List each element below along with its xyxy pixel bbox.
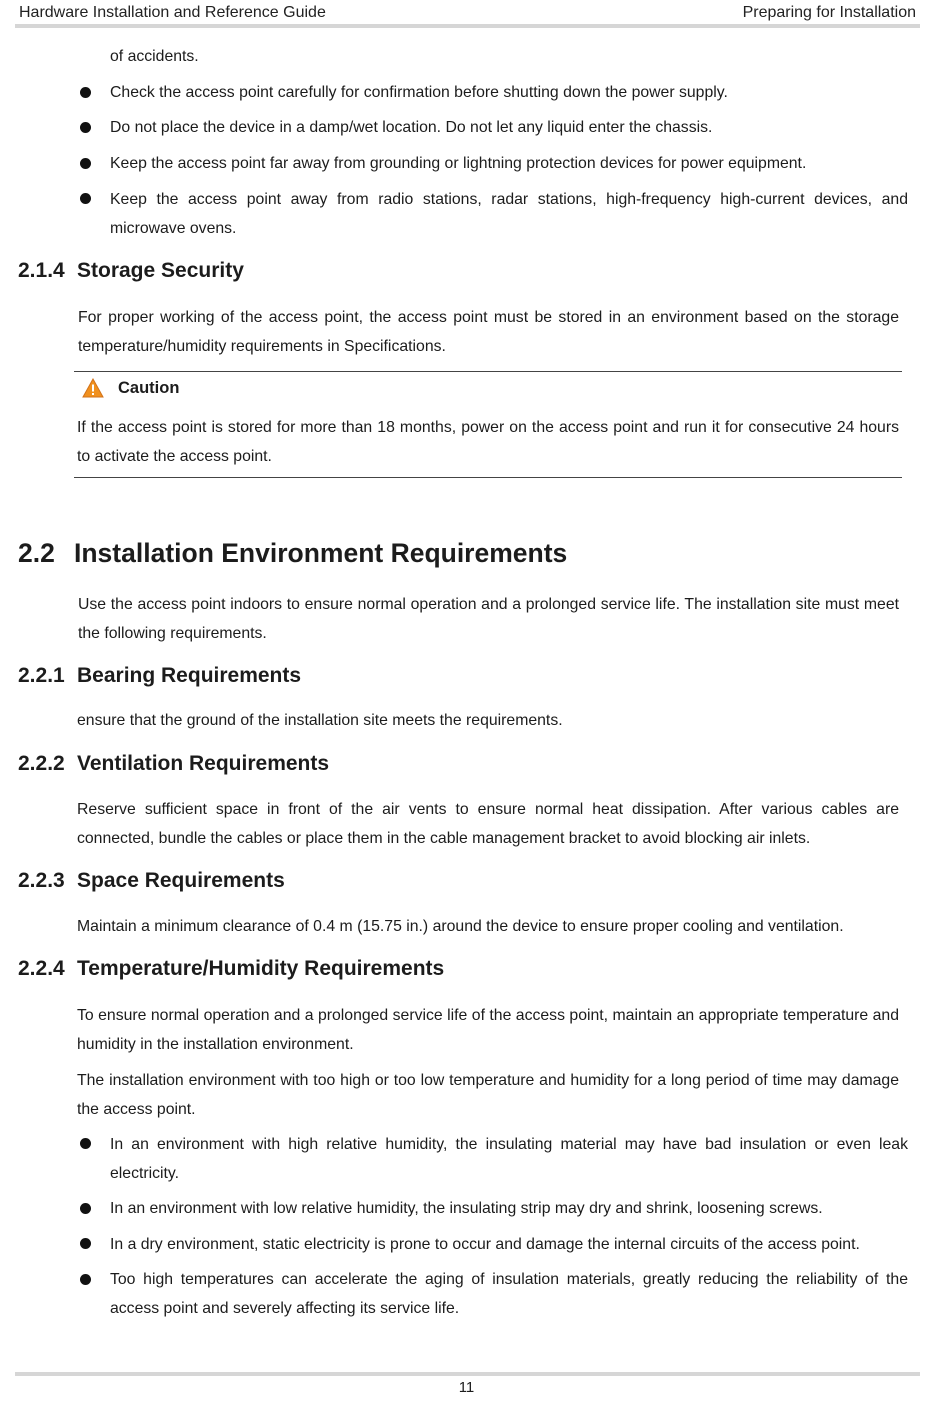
bullet-marker	[80, 1238, 91, 1249]
body-paragraph: To ensure normal operation and a prolonged service life of the access point, maintain an appropriate temperature and humidity in the installation environment.	[77, 1007, 899, 1053]
section-title: Temperature/Humidity Requirements	[77, 957, 445, 980]
header-chapter-title: Preparing for Installation	[742, 4, 916, 21]
page-header	[15, 0, 920, 24]
list-item: Keep the access point far away from grounding or lightning protection devices for power equipment.	[110, 155, 807, 172]
caution-bottom-rule	[74, 477, 902, 478]
header-doc-title: Hardware Installation and Reference Guide	[19, 4, 326, 21]
list-item: Check the access point carefully for confirmation before shutting down the power supply.	[110, 84, 728, 101]
list-item: Do not place the device in a damp/wet location. Do not let any liquid enter the chassis.	[110, 119, 713, 136]
list-item: In an environment with low relative humidity, the insulating strip may dry and shrink, loosening screws.	[110, 1200, 823, 1217]
section-number: 2.2	[18, 538, 55, 568]
caution-text: If the access point is stored for more than 18 months, power on the access point and run it for consecutive 24 hours to activate the access point.	[77, 419, 899, 465]
section-heading-2-2-3	[18, 867, 285, 895]
bullet-marker	[80, 1274, 91, 1285]
section-number: 2.1.4	[18, 259, 65, 282]
section-title: Storage Security	[77, 259, 244, 282]
body-paragraph: The installation environment with too high or too low temperature and humidity for a long period of time may damage the access point.	[77, 1072, 899, 1118]
warning-icon	[82, 378, 104, 398]
section-heading-2-2	[18, 536, 567, 570]
list-item: In an environment with high relative humidity, the insulating material may have bad insulation or even leak electricity.	[110, 1136, 908, 1182]
caution-top-rule	[74, 371, 902, 372]
body-paragraph: Reserve sufficient space in front of the air vents to ensure normal heat dissipation. After various cables are connected, bundle the cables or place them in the cable management bracket to avoid blocking air inlets.	[77, 801, 899, 847]
bullet-marker	[80, 122, 91, 133]
bullet-marker	[80, 193, 91, 204]
header-rule	[15, 24, 920, 28]
section-number: 2.2.1	[18, 664, 65, 687]
list-item: Too high temperatures can accelerate the aging of insulation materials, greatly reducing the reliability of the access point and severely affecting its service life.	[110, 1271, 908, 1317]
section-heading-2-2-1	[18, 662, 301, 690]
section-heading-2-1-4	[18, 257, 244, 285]
body-paragraph: ensure that the ground of the installation site meets the requirements.	[77, 712, 563, 729]
list-item: Keep the access point away from radio stations, radar stations, high-frequency high-current devices, and microwave ovens.	[110, 191, 908, 237]
section-number: 2.2.2	[18, 752, 65, 775]
body-paragraph: For proper working of the access point, the access point must be stored in an environment based on the storage temperature/humidity requirements in Specifications.	[78, 309, 899, 355]
bullet-marker	[80, 87, 91, 98]
section-heading-2-2-2	[18, 750, 329, 778]
page-number: 11	[458, 1379, 475, 1396]
body-paragraph: Use the access point indoors to ensure normal operation and a prolonged service life. The installation site must meet the following requirements.	[78, 596, 899, 642]
section-number: 2.2.3	[18, 869, 65, 892]
continuation-text: of accidents.	[110, 48, 199, 65]
bullet-marker	[80, 1203, 91, 1214]
section-number: 2.2.4	[18, 957, 65, 980]
bullet-marker	[80, 1138, 91, 1149]
section-title: Installation Environment Requirements	[74, 538, 568, 568]
caution-label: Caution	[118, 379, 180, 397]
bullet-marker	[80, 158, 91, 169]
section-title: Ventilation Requirements	[77, 752, 330, 775]
section-title: Space Requirements	[77, 869, 285, 892]
section-title: Bearing Requirements	[77, 664, 302, 687]
list-item: In a dry environment, static electricity is prone to occur and damage the internal circuits of the access point.	[110, 1236, 860, 1253]
footer-rule	[15, 1372, 920, 1376]
body-paragraph: Maintain a minimum clearance of 0.4 m (15.75 in.) around the device to ensure proper cooling and ventilation.	[77, 918, 844, 935]
section-heading-2-2-4	[18, 955, 444, 983]
